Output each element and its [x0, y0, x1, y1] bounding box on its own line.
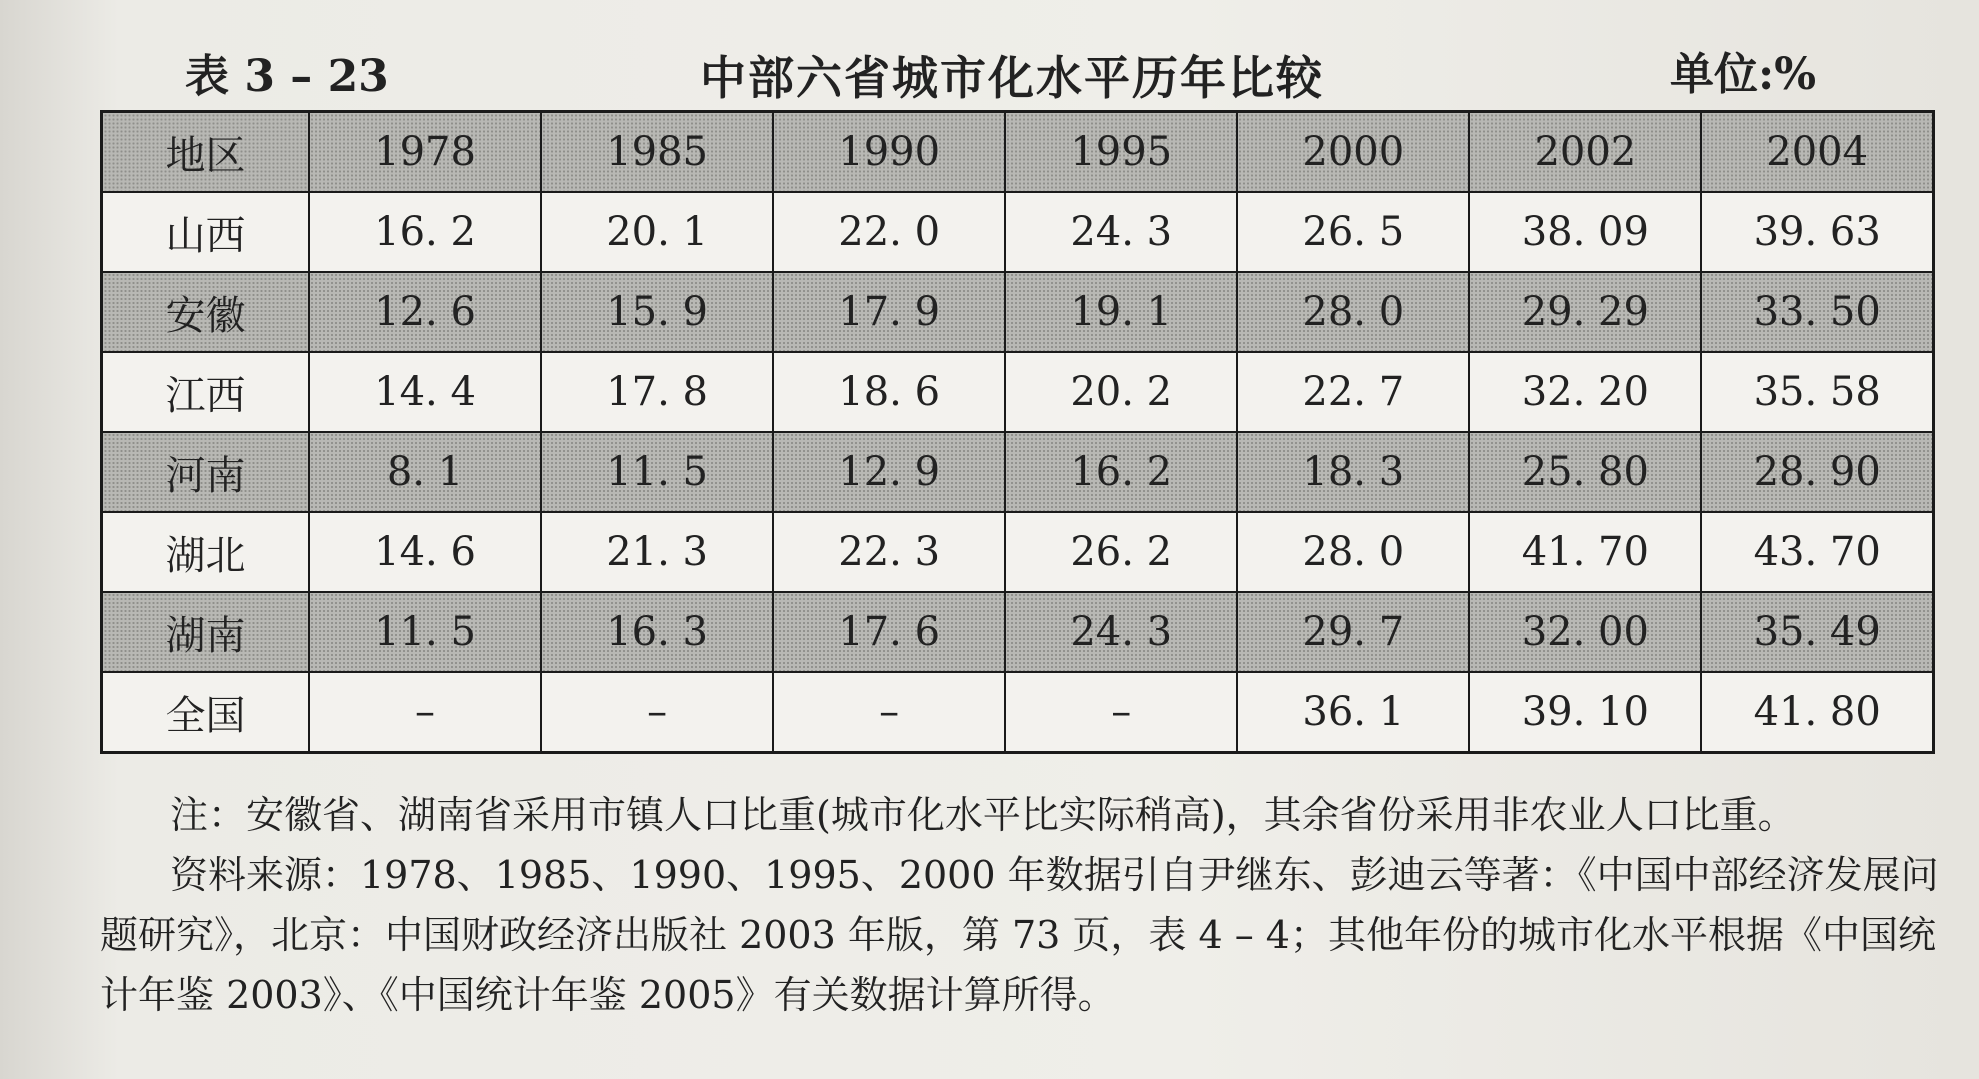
region-cell: 湖南 — [102, 592, 310, 672]
table-row — [102, 352, 1934, 432]
table-row — [102, 432, 1934, 512]
value-cell: 28. 0 — [1237, 512, 1469, 592]
region-cell: 江西 — [102, 352, 310, 432]
value-cell: 11. 5 — [541, 432, 773, 512]
value-cell: 12. 6 — [309, 272, 541, 352]
value-cell: 28. 90 — [1701, 432, 1933, 512]
value-cell: 35. 49 — [1701, 592, 1933, 672]
value-cell: 41. 80 — [1701, 672, 1933, 753]
value-cell: 16. 2 — [309, 192, 541, 272]
table-notes — [100, 785, 1940, 1025]
value-cell: 20. 1 — [541, 192, 773, 272]
value-cell: 16. 2 — [1005, 432, 1237, 512]
region-cell: 湖北 — [102, 512, 310, 592]
value-cell: 18. 3 — [1237, 432, 1469, 512]
value-cell: 33. 50 — [1701, 272, 1933, 352]
value-cell: – — [541, 672, 773, 753]
urbanization-table — [100, 110, 1935, 754]
value-cell: 14. 4 — [309, 352, 541, 432]
region-cell: 河南 — [102, 432, 310, 512]
value-cell: 8. 1 — [309, 432, 541, 512]
value-cell: 28. 0 — [1237, 272, 1469, 352]
table-number: 表 3 – 23 — [185, 51, 389, 102]
value-cell: 17. 9 — [773, 272, 1005, 352]
value-cell: 41. 70 — [1469, 512, 1701, 592]
value-cell: 22. 3 — [773, 512, 1005, 592]
value-cell: – — [309, 672, 541, 753]
table-row — [102, 672, 1934, 753]
region-cell: 安徽 — [102, 272, 310, 352]
value-cell: 21. 3 — [541, 512, 773, 592]
column-header: 2000 — [1237, 112, 1469, 193]
region-cell: 全国 — [102, 672, 310, 753]
region-cell: 山西 — [102, 192, 310, 272]
table-title: 中部六省城市化水平历年比较 — [700, 51, 1324, 105]
source-text: 资料来源：1978、1985、1990、1995、2000 年数据引自尹继东、彭迪云等著：《中国中部经济发展问题研究》，北京：中国财政经济出版社 2003 年版，第 73 页，表 4 – 4；其他年份的城市化水平根据《中国统计年鉴 2003》、《中国统计年鉴 2005》有关数据计算所得。 — [100, 853, 1939, 1017]
table-row — [102, 272, 1934, 352]
table-row — [102, 192, 1934, 272]
value-cell: 25. 80 — [1469, 432, 1701, 512]
column-header: 地区 — [102, 112, 310, 193]
value-cell: 12. 9 — [773, 432, 1005, 512]
value-cell: 35. 58 — [1701, 352, 1933, 432]
value-cell: 16. 3 — [541, 592, 773, 672]
value-cell: 18. 6 — [773, 352, 1005, 432]
value-cell: 24. 3 — [1005, 592, 1237, 672]
unit-label: 单位:% — [1670, 49, 1817, 100]
value-cell: 20. 2 — [1005, 352, 1237, 432]
header-row — [102, 112, 1934, 193]
value-cell: – — [773, 672, 1005, 753]
value-cell: 29. 7 — [1237, 592, 1469, 672]
value-cell: 26. 5 — [1237, 192, 1469, 272]
column-header: 1995 — [1005, 112, 1237, 193]
column-header: 1990 — [773, 112, 1005, 193]
table-row — [102, 512, 1934, 592]
table-row — [102, 592, 1934, 672]
column-header: 1985 — [541, 112, 773, 193]
note-text: 注：安徽省、湖南省采用市镇人口比重(城市化水平比实际稍高)，其余省份采用非农业人口比重。 — [170, 793, 1796, 837]
value-cell: 43. 70 — [1701, 512, 1933, 592]
value-cell: 22. 7 — [1237, 352, 1469, 432]
column-header: 2004 — [1701, 112, 1933, 193]
value-cell: 22. 0 — [773, 192, 1005, 272]
value-cell: 11. 5 — [309, 592, 541, 672]
value-cell: 17. 8 — [541, 352, 773, 432]
value-cell: – — [1005, 672, 1237, 753]
value-cell: 38. 09 — [1469, 192, 1701, 272]
value-cell: 36. 1 — [1237, 672, 1469, 753]
column-header: 2002 — [1469, 112, 1701, 193]
value-cell: 19. 1 — [1005, 272, 1237, 352]
value-cell: 39. 63 — [1701, 192, 1933, 272]
value-cell: 39. 10 — [1469, 672, 1701, 753]
value-cell: 15. 9 — [541, 272, 773, 352]
value-cell: 26. 2 — [1005, 512, 1237, 592]
value-cell: 32. 00 — [1469, 592, 1701, 672]
value-cell: 17. 6 — [773, 592, 1005, 672]
value-cell: 24. 3 — [1005, 192, 1237, 272]
value-cell: 14. 6 — [309, 512, 541, 592]
value-cell: 29. 29 — [1469, 272, 1701, 352]
value-cell: 32. 20 — [1469, 352, 1701, 432]
column-header: 1978 — [309, 112, 541, 193]
